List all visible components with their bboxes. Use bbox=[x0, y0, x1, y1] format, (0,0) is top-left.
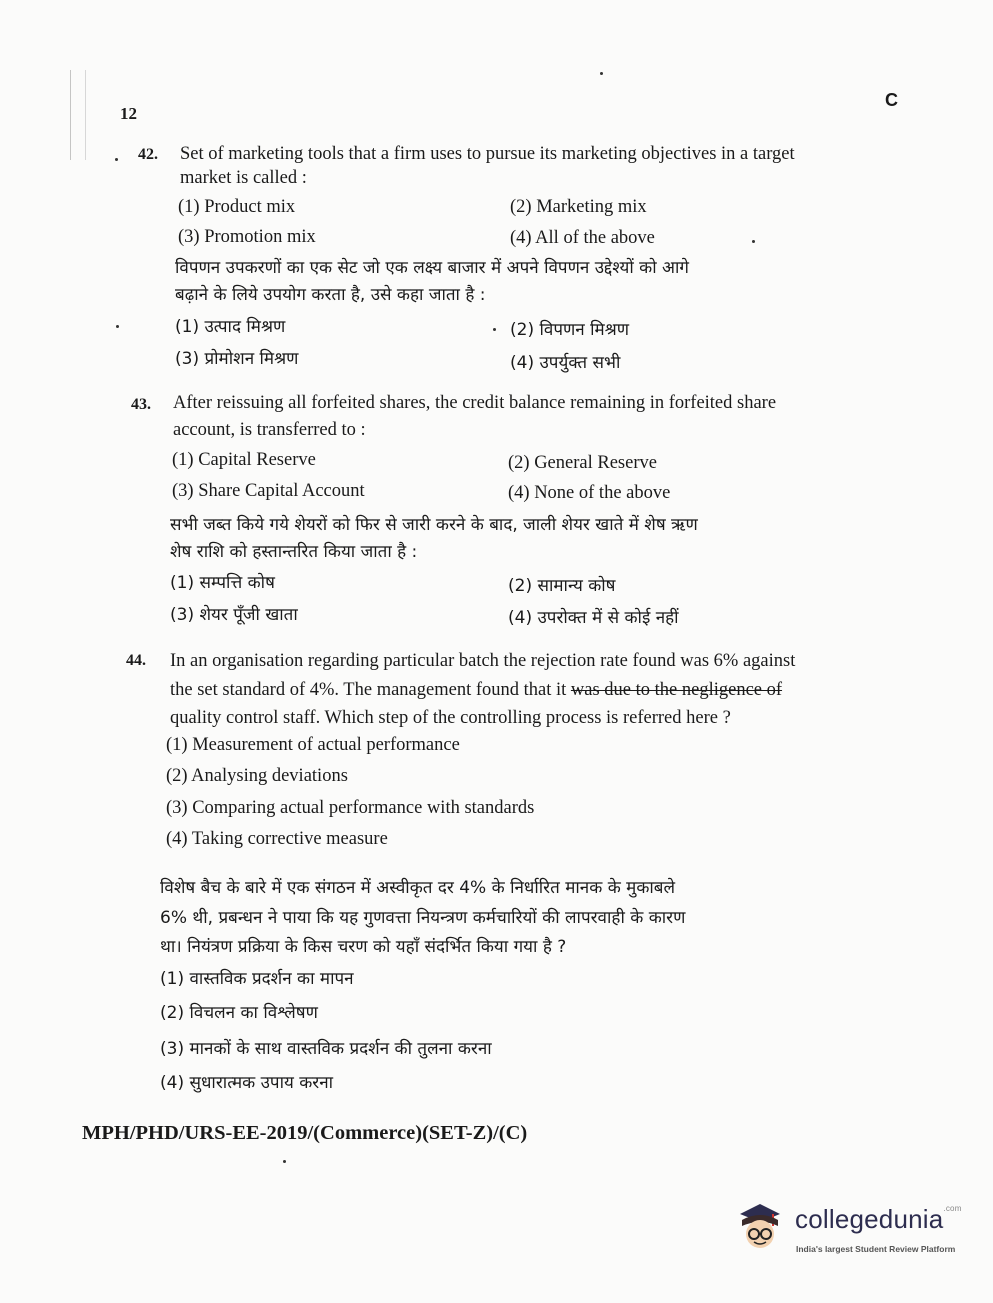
option-en-4: (4) All of the above bbox=[510, 228, 655, 248]
option-hi-1: (1) उत्पाद मिश्रण bbox=[175, 317, 286, 337]
question-text-en-line2-start: the set standard of 4%. The management found that it bbox=[170, 680, 571, 700]
option-hi-4: (4) सुधारात्मक उपाय करना bbox=[160, 1073, 334, 1093]
question-text-en-line2-struck: was due to the negligence of bbox=[570, 680, 783, 700]
question-text-hi-line1: सभी जब्त किये गये शेयरों को फिर से जारी करने के बाद, जाली शेयर खाते में शेष ऋण bbox=[170, 515, 698, 535]
mascot-icon bbox=[732, 1196, 794, 1258]
question-text-en-line2: market is called : bbox=[180, 168, 307, 188]
option-en-3: (3) Share Capital Account bbox=[172, 481, 365, 501]
scan-speck bbox=[752, 240, 755, 243]
scan-speck bbox=[493, 328, 496, 331]
option-hi-2: (2) विचलन का विश्लेषण bbox=[160, 1003, 318, 1023]
margin-scan-marks bbox=[70, 70, 86, 160]
option-hi-1: (1) सम्पत्ति कोष bbox=[170, 573, 275, 593]
option-en-1: (1) Measurement of actual performance bbox=[166, 735, 460, 755]
option-hi-1: (1) वास्तविक प्रदर्शन का मापन bbox=[160, 969, 354, 989]
logo-wordmark bbox=[795, 1204, 962, 1235]
option-en-4: (4) Taking corrective measure bbox=[166, 829, 388, 849]
scan-speck bbox=[115, 158, 118, 161]
question-text-hi-line2: बढ़ाने के लिये उपयोग करता है, उसे कहा जाता है : bbox=[175, 285, 486, 305]
option-en-4: (4) None of the above bbox=[508, 483, 671, 503]
question-text-en-line1: In an organisation regarding particular batch the rejection rate found was 6% against bbox=[170, 651, 796, 671]
scan-speck bbox=[283, 1160, 286, 1163]
option-en-1: (1) Product mix bbox=[178, 197, 296, 217]
question-text-en-line2: account, is transferred to : bbox=[173, 420, 366, 440]
question-text-en-line3: quality control staff. Which step of the controlling process is referred here ? bbox=[170, 708, 731, 728]
option-en-2: (2) Marketing mix bbox=[510, 197, 647, 217]
option-hi-2: (2) विपणन मिश्रण bbox=[510, 320, 630, 340]
option-hi-4: (4) उपर्युक्त सभी bbox=[510, 353, 621, 373]
logo-brand-suffix: .com bbox=[943, 1204, 962, 1213]
option-en-1: (1) Capital Reserve bbox=[172, 450, 316, 470]
question-text-en-line1: Set of marketing tools that a firm uses to pursue its marketing objectives in a target bbox=[180, 144, 795, 164]
question-text-hi-line3: था। नियंत्रण प्रक्रिया के किस चरण को यहाँ संदर्भित किया गया है ? bbox=[160, 937, 567, 957]
option-hi-3: (3) प्रोमोशन मिश्रण bbox=[175, 349, 299, 369]
question-text-hi-line2: शेष राशि को हस्तान्तरित किया जाता है : bbox=[170, 542, 418, 562]
option-en-2: (2) General Reserve bbox=[508, 453, 657, 473]
page-number: 12 bbox=[120, 104, 137, 123]
option-hi-4: (4) उपरोक्त में से कोई नहीं bbox=[508, 608, 679, 628]
question-text-en-line1: After reissuing all forfeited shares, the credit balance remaining in forfeited share bbox=[173, 393, 777, 413]
scan-speck bbox=[116, 325, 119, 328]
logo-brand: collegedunia bbox=[795, 1204, 944, 1234]
option-hi-2: (2) सामान्य कोष bbox=[508, 576, 616, 596]
question-text-hi-line1: विपणन उपकरणों का एक सेट जो एक लक्ष्य बाजार में अपने विपणन उद्देश्यों को आगे bbox=[175, 258, 689, 278]
option-hi-3: (3) मानकों के साथ वास्तविक प्रदर्शन की तुलना करना bbox=[160, 1039, 492, 1059]
question-number: 43. bbox=[131, 396, 151, 413]
scan-speck bbox=[600, 72, 603, 75]
option-hi-3: (3) शेयर पूँजी खाता bbox=[170, 605, 298, 625]
question-text-en-line2 bbox=[170, 676, 782, 704]
option-en-3: (3) Promotion mix bbox=[178, 227, 316, 247]
set-code: C bbox=[885, 90, 898, 110]
logo-tagline: India's largest Student Review Platform bbox=[796, 1244, 956, 1254]
question-number: 42. bbox=[138, 146, 158, 163]
option-en-3: (3) Comparing actual performance with standards bbox=[166, 798, 535, 818]
paper-code: MPH/PHD/URS-EE-2019/(Commerce)(SET-Z)/(C) bbox=[82, 1122, 528, 1144]
question-text-hi-line1: विशेष बैच के बारे में एक संगठन में अस्वीकृत दर 4% के निर्धारित मानक के मुकाबले bbox=[160, 878, 676, 898]
question-number: 44. bbox=[126, 652, 146, 669]
option-en-2: (2) Analysing deviations bbox=[166, 766, 348, 786]
question-text-hi-line2: 6% थी, प्रबन्धन ने पाया कि यह गुणवत्ता नियन्त्रण कर्मचारियों की लापरवाही के कारण bbox=[160, 908, 686, 928]
